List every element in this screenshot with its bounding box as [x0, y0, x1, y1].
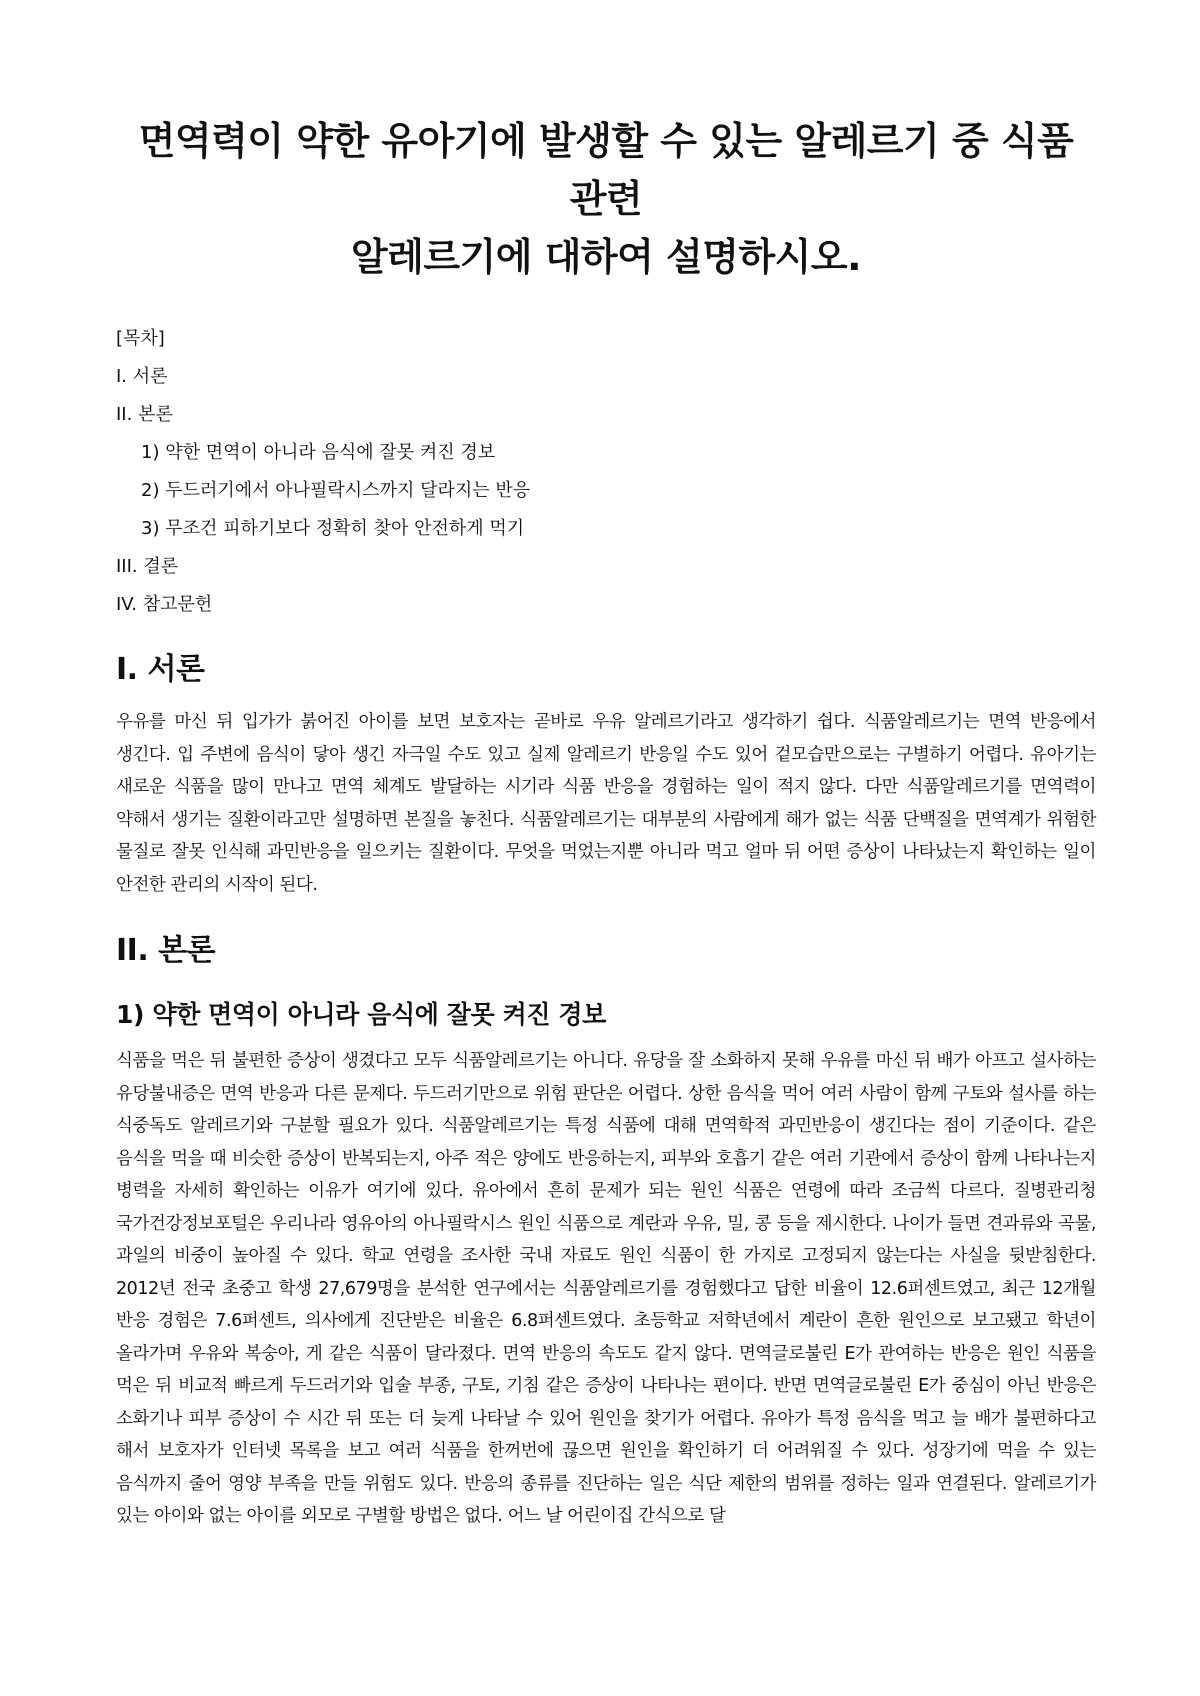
- section-title-body: II. 본론: [116, 933, 216, 968]
- document-title: [116, 112, 1096, 286]
- section-title-introduction: I. 서론: [116, 652, 205, 687]
- document-title-line-2: 알레르기에 대하여 설명하시오.: [350, 235, 862, 279]
- toc-heading: [목차]: [116, 328, 165, 349]
- toc-item-body-sub-2: 2) 두드러기에서 아나필락시스까지 달라지는 반응: [141, 480, 531, 501]
- toc-item-references: IV. 참고문헌: [116, 594, 213, 615]
- toc-item-introduction: I. 서론: [116, 366, 168, 387]
- toc-item-conclusion: III. 결론: [116, 556, 179, 577]
- toc-item-body: II. 본론: [116, 404, 173, 425]
- subsection-1-paragraph: 식품을 먹은 뒤 불편한 증상이 생겼다고 모두 식품알레르기는 아니다. 유당을 잘 소화하지 못해 우유를 마신 뒤 배가 아프고 설사하는 유당불내증은 면역 반응과 다른 문제다. 두드러기만으로 위험 판단은 어렵다. 상한 음식을 먹어 여러 사람이 함께 구토와 설사를 하는 식중독도 알레르기와 구분할 필요가 있다. 식품알레르기는 특정 식품에 대해 면역학적 과민반응이 생긴다는 점이 기준이다. 같은 음식을 먹을 때 비슷한 증상이 반복되는지, 아주 적은 양에도 반응하는지, 피부와 호흡기 같은 여러 기관에서 증상이 함께 나타나는지 병력을 자세히 확인하는 이유가 여기에 있다. 유아에서 흔히 문제가 되는 원인 식품은 연령에 따라 조금씩 다르다. 질병관리청 국가건강정보포털은 우리나라 영유아의 아나필락시스 원인 식품으로 계란과 우유, 밀, 콩 등을 제시한다. 나이가 들면 견과류와 곡물, 과일의 비중이 높아질 수 있다. 학교 연령을 조사한 국내 자료도 원인 식품이 한 가지로 고정되지 않는다는 사실을 뒷받침한다. 2012년 전국 초중고 학생 27,679명을 분석한 연구에서는 식품알레르기를 경험했다고 답한 비율이 12.6퍼센트였고, 최근 12개월 반응 경험은 7.6퍼센트, 의사에게 진단받은 비율은 6.8퍼센트였다. 초등학교 저학년에서 계란이 흔한 원인으로 보고됐고 학년이 올라가며 우유와 복숭아, 게 같은 식품이 달라졌다. 면역 반응의 속도도 같지 않다. 면역글로불린 E가 관여하는 반응은 원인 식품을 먹은 뒤 비교적 빠르게 두드러기와 입술 부종, 구토, 기침 같은 증상이 나타나는 편이다. 반면 면역글로불린 E가 중심이 아닌 반응은 소화기나 피부 증상이 수 시간 뒤 또는 더 늦게 나타날 수 있어 원인을 찾기가 어렵다. 유아가 특정 음식을 먹고 늘 배가 불편하다고 해서 보호자가 인터넷 목록을 보고 여러 식품을 한꺼번에 끊으면 원인을 확인하기 더 어려워질 수 있다. 성장기에 먹을 수 있는 음식까지 줄어 영양 부족을 만들 위험도 있다. 반응의 종류를 진단하는 일은 식단 제한의 범위를 정하는 일과 연결된다. 알레르기가 있는 아이와 없는 아이를 외모로 구별할 방법은 없다. 어느 날 어린이집 간식으로 달: [116, 1051, 1096, 1526]
- toc-item-body-sub-1: 1) 약한 면역이 아니라 음식에 잘못 켜진 경보: [141, 442, 496, 463]
- subsection-title-1: 1) 약한 면역이 아니라 음식에 잘못 켜진 경보: [116, 1000, 606, 1029]
- document-title-line-1: 면역력이 약한 유아기에 발생할 수 있는 알레르기 중 식품 관련: [138, 119, 1074, 221]
- table-of-contents: [116, 320, 1096, 624]
- toc-item-body-sub-3: 3) 무조건 피하기보다 정확히 찾아 안전하게 먹기: [141, 518, 525, 539]
- introduction-paragraph: 우유를 마신 뒤 입가가 붉어진 아이를 보면 보호자는 곧바로 우유 알레르기라고 생각하기 쉽다. 식품알레르기는 면역 반응에서 생긴다. 입 주변에 음식이 닿아 생긴 자극일 수도 있고 실제 알레르기 반응일 수도 있어 겉모습만으로는 구별하기 어렵다. 유아기는 새로운 식품을 많이 만나고 면역 체계도 발달하는 시기라 식품 반응을 경험하는 일이 적지 않다. 다만 식품알레르기를 면역력이 약해서 생기는 질환이라고만 설명하면 본질을 놓친다. 식품알레르기는 대부분의 사람에게 해가 없는 식품 단백질을 면역계가 위험한 물질로 잘못 인식해 과민반응을 일으키는 질환이다. 무엇을 먹었는지뿐 아니라 먹고 얼마 뒤 어떤 증상이 나타났는지 확인하는 일이 안전한 관리의 시작이 된다.: [116, 712, 1096, 895]
